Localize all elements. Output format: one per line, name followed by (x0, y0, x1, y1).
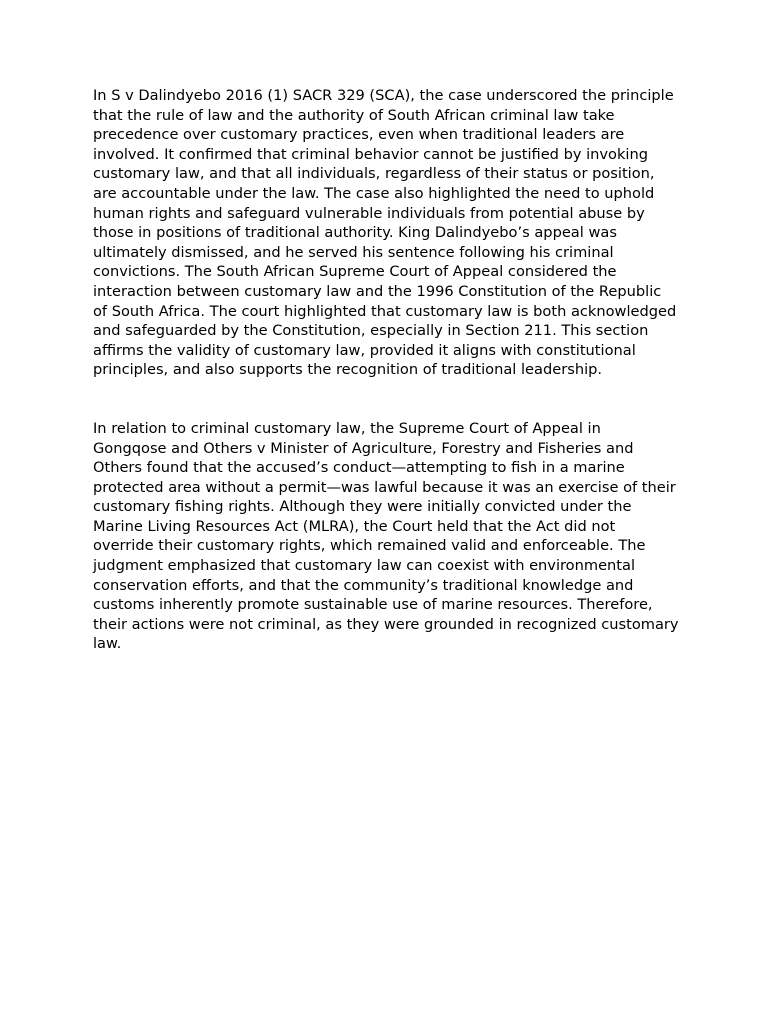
paragraph-dalindyebo: In S v Dalindyebo 2016 (1) SACR 329 (SCA), the case underscored the principle that the rule of law and the authority of South African criminal law take precedence over customary practices, even when traditional leaders are involved. It confirmed that criminal behavior cannot be justified by invoking customary law, and that all individuals, regardless of their status or position, are accountable under the law. The case also highlighted the need to uphold human rights and safeguard vulnerable individuals from potential abuse by those in positions of traditional authority. King Dalindyebo’s appeal was ultimately dismissed, and he served his sentence following his criminal convictions. The South African Supreme Court of Appeal considered the interaction between customary law and the 1996 Constitution of the Republic of South Africa. The court highlighted that customary law is both acknowledged and safeguarded by the Constitution, especially in Section 211. This section affirms the validity of customary law, provided it aligns with constitutional principles, and also supports the recognition of traditional leadership. (93, 87, 677, 379)
document-body (93, 86, 679, 654)
paragraph-gongqose: In relation to criminal customary law, the Supreme Court of Appeal in Gongqose and Others v Minister of Agriculture, Forestry and Fisheries and Others found that the accused’s conduct—attempting to fish in a marine protected area without a permit—was lawful because it was an exercise of their customary fishing rights. Although they were initially convicted under the Marine Living Resources Act (MLRA), the Court held that the Act did not override their customary rights, which remained valid and enforceable. The judgment emphasized that customary law can coexist with environmental conservation efforts, and that the community’s traditional knowledge and customs inherently promote sustainable use of marine resources. Therefore, their actions were not criminal, as they were grounded in recognized customary law. (93, 419, 679, 653)
